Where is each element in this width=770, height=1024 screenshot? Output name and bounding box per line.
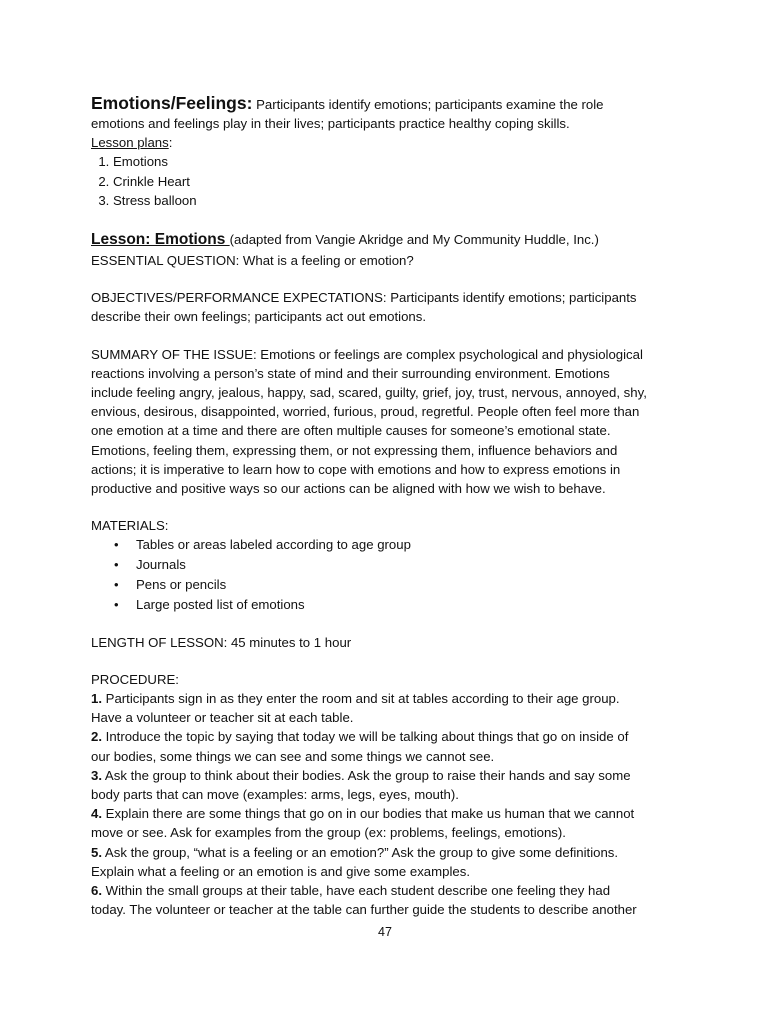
step-text: Participants sign in as they enter the room and sit at tables according to their age group. <box>102 691 620 707</box>
summary <box>91 345 691 499</box>
step-text: move or see. Ask for examples from the group (ex: problems, feelings, emotions). <box>91 825 566 841</box>
material-text: Pens or pencils <box>136 577 227 593</box>
document-page <box>91 94 691 919</box>
material-text: Large posted list of emotions <box>136 596 305 612</box>
page-number: 47 <box>378 925 392 939</box>
bullet-icon: • <box>114 596 119 612</box>
step-number: 4. <box>91 806 102 822</box>
essential-question: ESSENTIAL QUESTION: What is a feeling or emotion? <box>91 253 414 269</box>
material-text: Tables or areas labeled according to age group <box>136 537 411 553</box>
procedure-step <box>91 843 691 881</box>
step-number: 1. <box>91 691 102 707</box>
intro-text-1: Participants identify emotions; participants examine the role <box>252 97 604 112</box>
procedure-steps <box>91 689 691 919</box>
list-item <box>114 555 691 575</box>
step-text: Ask the group to think about their bodies. Ask the group to raise their hands and say some <box>102 767 631 783</box>
summary-line: envious, desirous, disappointed, worried, furious, proud, regretful. People often feel more than <box>91 404 640 420</box>
step-number: 6. <box>91 883 102 899</box>
materials-list <box>91 535 691 614</box>
intro-line-2: emotions and feelings play in their lives; participants practice healthy coping skills. <box>91 116 570 131</box>
lesson-plans-colon: : <box>168 135 173 151</box>
step-text: Introduce the topic by saying that today we will be talking about things that go on inside of <box>102 729 629 745</box>
list-item: 3. Stress balloon <box>113 191 691 210</box>
objectives-line-2: describe their own feelings; participants act out emotions. <box>91 309 426 325</box>
list-item: 2. Crinkle Heart <box>113 172 691 191</box>
procedure-step <box>91 727 691 765</box>
summary-line: reactions involving a person’s state of mind and their surrounding environment. Emotions <box>91 365 610 381</box>
step-number: 5. <box>91 844 102 860</box>
step-text: body parts that can move (examples: arms, legs, eyes, mouth). <box>91 787 459 803</box>
materials-label: MATERIALS: <box>91 518 169 534</box>
procedure-step <box>91 804 691 842</box>
list-item <box>114 595 691 615</box>
step-text: Ask the group, “what is a feeling or an emotion?” Ask the group to give some definitions. <box>102 844 619 860</box>
step-text: Have a volunteer or teacher sit at each table. <box>91 710 354 726</box>
intro-line-1 <box>91 94 691 114</box>
lesson-heading <box>91 229 691 251</box>
step-text: Explain what a feeling or an emotion is and give some examples. <box>91 863 470 879</box>
lesson-attribution: (adapted from Vangie Akridge and My Community Huddle, Inc.) <box>229 232 599 248</box>
list-item <box>114 535 691 555</box>
list-item <box>114 575 691 595</box>
list-item: 1. Emotions <box>113 152 691 171</box>
summary-line: Emotions, feeling them, expressing them, or not expressing them, influence behaviors and <box>91 442 618 458</box>
bullet-icon: • <box>114 557 119 573</box>
summary-line: one emotion at a time and there are often multiple causes for someone’s emotional state. <box>91 423 611 439</box>
procedure-step <box>91 881 691 919</box>
step-text: our bodies, some things we can see and some things we cannot see. <box>91 748 495 764</box>
step-number: 2. <box>91 729 102 745</box>
bullet-icon: • <box>114 577 119 593</box>
page-title: Emotions/Feelings: <box>91 93 253 113</box>
lesson-plans-heading <box>91 133 691 152</box>
lesson-length: LENGTH OF LESSON: 45 minutes to 1 hour <box>91 634 352 650</box>
lesson-plans-label: Lesson plans <box>91 135 169 151</box>
step-text: Explain there are some things that go on in our bodies that make us human that we cannot <box>102 806 635 822</box>
procedure-step <box>91 689 691 727</box>
procedure-step <box>91 766 691 804</box>
step-text: today. The volunteer or teacher at the table can further guide the students to describe another <box>91 902 637 918</box>
summary-line: SUMMARY OF THE ISSUE: Emotions or feelings are complex psychological and physiological <box>91 346 643 362</box>
procedure-label: PROCEDURE: <box>91 671 179 687</box>
objectives-line-1: OBJECTIVES/PERFORMANCE EXPECTATIONS: Participants identify emotions; participants <box>91 290 637 306</box>
material-text: Journals <box>136 557 186 573</box>
lesson-plans-list <box>91 152 691 210</box>
step-number: 3. <box>91 767 102 783</box>
lesson-title: Lesson: Emotions <box>91 231 230 249</box>
step-text: Within the small groups at their table, have each student describe one feeling they had <box>102 883 611 899</box>
bullet-icon: • <box>114 537 119 553</box>
summary-line: actions; it is imperative to learn how to cope with emotions and how to express emotions in <box>91 461 621 477</box>
summary-line: include feeling angry, jealous, happy, sad, scared, guilty, grief, joy, trust, nervous, annoyed, shy, <box>91 385 647 401</box>
summary-line: productive and positive ways so our actions can be aligned with how we wish to behave. <box>91 481 606 497</box>
